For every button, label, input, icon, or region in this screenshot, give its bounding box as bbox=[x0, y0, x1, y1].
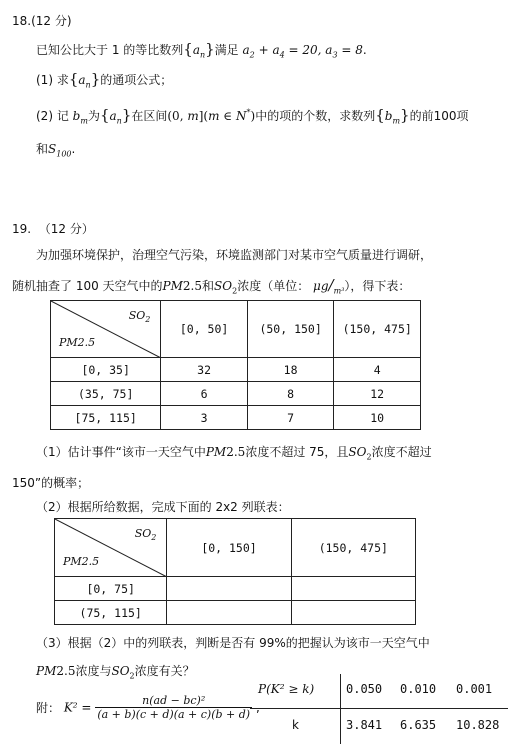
table1-corner-cell bbox=[51, 301, 161, 358]
q18-stem: 已知公比大于 1 的等比数列$\{a_n\}$满足 $a_2 + a_4 = 20$, $a_3 = 8$. bbox=[36, 40, 367, 60]
empty-cell bbox=[167, 601, 291, 625]
q18-part2-line2: 和$S_{100}$. bbox=[36, 142, 76, 159]
q19-part3-line2: PM2.5浓度与$SO_2$浓度有关？ bbox=[36, 664, 195, 681]
appendix-formula: 附： K² = $\frac{\text{n(ad − bc)²}}{(a + b)(c + d)(a + c)(b + d)}$ bbox=[36, 694, 251, 721]
table1-row-label: [0, 35] bbox=[51, 358, 161, 382]
table-row bbox=[51, 406, 421, 430]
empty-cell bbox=[291, 601, 415, 625]
q19-intro-line2: 随机抽查了 100 天空气中的PM2.5和$SO_2$浓度（单位： $\mu g/_{m^3}$），得下表： bbox=[12, 276, 411, 296]
table3-k-label: k bbox=[292, 718, 299, 732]
p-value-0: 0.050 bbox=[346, 682, 383, 696]
q18-part2: (2) 记 $b_m$为$\{a_n\}$在区间(0, m](m ∈ N*)中的项的个数，求数列$\{b_m\}$的前100项 bbox=[36, 106, 469, 126]
p-value-1: 0.010 bbox=[400, 682, 437, 696]
table-cell: 18 bbox=[247, 358, 334, 382]
table-cell: 10 bbox=[334, 406, 421, 430]
q19-part1-line2: 150”的概率； bbox=[12, 476, 90, 490]
q18-number: 18. bbox=[12, 14, 32, 28]
critical-value-table bbox=[250, 674, 508, 744]
table2-col-header: $SO_2$ bbox=[134, 527, 157, 543]
table1-row-header: PM2.5 bbox=[59, 336, 96, 349]
q19-number: 19. bbox=[12, 222, 32, 236]
q19-part2: （2）根据所给数据，完成下面的 2x2 列联表： bbox=[36, 500, 290, 514]
table-cell: 7 bbox=[247, 406, 334, 430]
table2-col-1: (150, 475] bbox=[291, 519, 415, 577]
formula-fraction: $\frac{\text{n(ad − bc)²}}{(a + b)(c + d)(a + c)(b + d)}$ bbox=[97, 694, 251, 721]
q19-header bbox=[12, 220, 94, 237]
q18-condition: $a_2 + a_4 = 20$, $a_3 = 8$ bbox=[242, 43, 363, 60]
table2-col-0: [0, 150] bbox=[167, 519, 291, 577]
k-value-2: 10.828 bbox=[456, 718, 500, 732]
q19-intro-line1: 为加强环境保护，治理空气污染，环境监测部门对某市空气质量进行调研， bbox=[36, 248, 433, 262]
table2-row-label: [0, 75] bbox=[55, 577, 167, 601]
empty-cell bbox=[167, 577, 291, 601]
table-row bbox=[55, 577, 416, 601]
q18-header bbox=[12, 12, 72, 29]
q19-part1: （1）估计事件“该市一天空气中PM2.5浓度不超过 75，且$SO_2$浓度不超过 bbox=[36, 445, 432, 462]
table1-col-header: $SO_2$ bbox=[128, 309, 151, 325]
table2-row-label: (75, 115] bbox=[55, 601, 167, 625]
data-table-1 bbox=[50, 300, 421, 430]
q19-part3-line1: （3）根据（2）中的列联表，判断是否有 99%的把握认为该市一天空气中 bbox=[36, 636, 430, 650]
p-value-2: 0.001 bbox=[456, 682, 493, 696]
table-cell: 6 bbox=[161, 382, 247, 406]
table1-col-2: (150, 475] bbox=[334, 301, 421, 358]
table2-row-header: PM2.5 bbox=[63, 555, 100, 568]
table-row bbox=[55, 601, 416, 625]
table-cell: 4 bbox=[334, 358, 421, 382]
table-row bbox=[51, 382, 421, 406]
table1-col-1: (50, 150] bbox=[247, 301, 334, 358]
empty-cell bbox=[291, 577, 415, 601]
contingency-table-2x2 bbox=[54, 518, 416, 625]
table1-row-label: [75, 115] bbox=[51, 406, 161, 430]
table-cell: 3 bbox=[161, 406, 247, 430]
unit-ug-m3: $\mu g/_{m^3}$ bbox=[313, 276, 345, 296]
k-value-1: 6.635 bbox=[400, 718, 437, 732]
table1-col-0: [0, 50] bbox=[161, 301, 247, 358]
table2-corner-cell bbox=[55, 519, 167, 577]
q18-score: (12 分) bbox=[31, 14, 72, 28]
table-cell: 32 bbox=[161, 358, 247, 382]
q18-part1: (1) 求$\{a_n\}$的通项公式； bbox=[36, 70, 173, 90]
table3-header-label: P(K² ≥ k) bbox=[258, 682, 315, 696]
k-value-0: 3.841 bbox=[346, 718, 383, 732]
table-cell: 12 bbox=[334, 382, 421, 406]
table-cell: 8 bbox=[247, 382, 334, 406]
table-row bbox=[51, 358, 421, 382]
q19-score: （12 分） bbox=[38, 222, 94, 236]
table1-row-label: (35, 75] bbox=[51, 382, 161, 406]
